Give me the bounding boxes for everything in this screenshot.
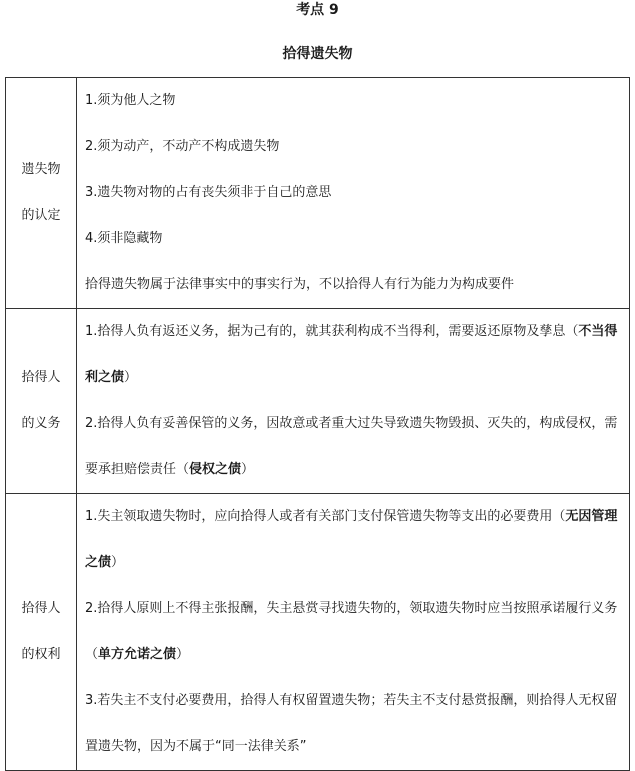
table-row [6, 78, 630, 309]
row-content [77, 309, 630, 494]
item-text: 1.失主领取遗失物时，应向拾得人或者有关部门支付保管遗失物等支出的必要费用（ [85, 509, 566, 524]
item-text: 2.拾得人原则上不得主张报酬，失主悬赏寻找遗失物的，领取遗失物时应当按照承诺履行义务（ [85, 601, 618, 662]
row-label-line: 的认定 [21, 208, 61, 223]
row-label-line: 的义务 [21, 416, 61, 431]
content-table [5, 77, 630, 771]
table-row [6, 309, 630, 494]
item-text-end: ） [176, 647, 190, 662]
item-text-end: ） [241, 462, 255, 477]
row-label-line: 拾得人 [21, 370, 61, 385]
table-row [6, 494, 630, 771]
item-emphasis: 侵权之债 [189, 462, 242, 477]
item-text-end: ） [111, 555, 125, 570]
list-item: 2.须为动产，不动产不构成遗失物 [85, 139, 280, 154]
row-content [77, 494, 630, 771]
item-text: 2.拾得人负有妥善保管的义务，因故意或者重大过失导致遗失物毁损、灭失的，构成侵权，需要承担赔偿责任（ [85, 416, 618, 477]
row-label [6, 494, 77, 771]
item-emphasis: 单方允诺之债 [98, 647, 177, 662]
item-text-end: ） [124, 370, 138, 385]
item-text: 1.拾得人负有返还义务，据为己有的，就其获利构成不当得利，需要返还原物及孳息（ [85, 324, 579, 339]
list-item [85, 586, 623, 678]
list-item: 1.须为他人之物 [85, 93, 176, 108]
row-label-line: 遗失物 [21, 162, 61, 177]
page-title: 拾得遗失物 [282, 46, 353, 62]
list-item: 4.须非隐藏物 [85, 231, 163, 246]
row-label-line: 的权利 [21, 647, 61, 662]
list-item: 3.若失主不支付必要费用，拾得人有权留置遗失物；若失主不支付悬赏报酬，则拾得人无权留置遗失物，因为不属于“同一法律关系” [85, 693, 618, 754]
list-item [85, 401, 623, 493]
item-emphasis: 无因管理之债 [85, 509, 618, 570]
row-label [6, 78, 77, 309]
list-item: 拾得遗失物属于法律事实中的事实行为，不以拾得人有行为能力为构成要件 [85, 277, 515, 292]
item-emphasis: 不当得利之债 [85, 324, 618, 385]
row-label-line: 拾得人 [21, 601, 61, 616]
list-item: 3.遗失物对物的占有丧失须非于自己的意思 [85, 185, 332, 200]
row-label [6, 309, 77, 494]
list-item [85, 309, 623, 401]
section-number: 考点 9 [296, 2, 339, 18]
row-content [77, 78, 630, 309]
list-item [85, 494, 623, 586]
